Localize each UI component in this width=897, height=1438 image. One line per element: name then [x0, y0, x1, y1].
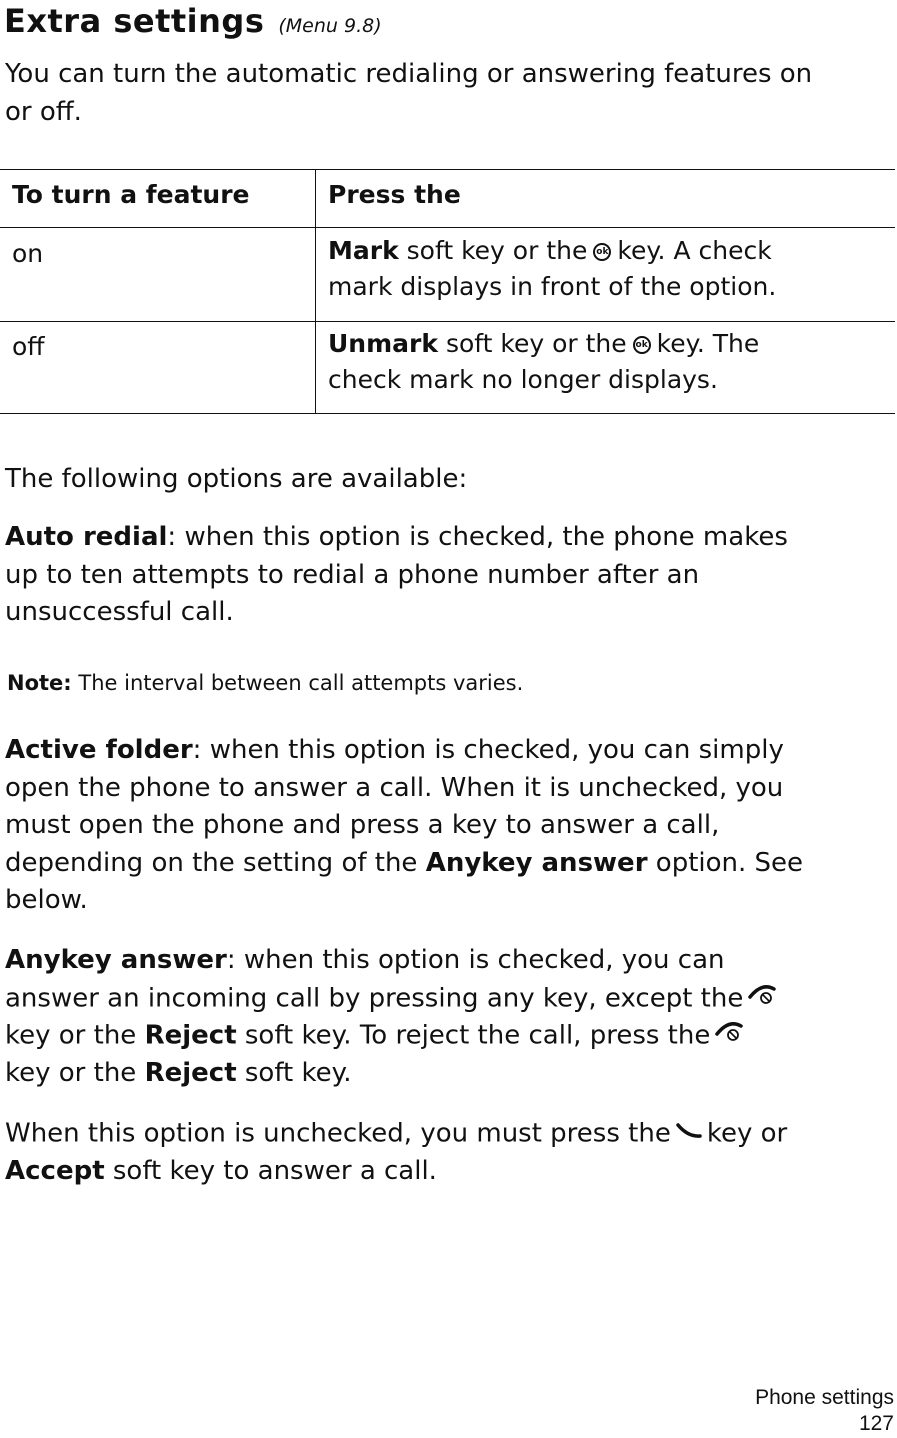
end-call-key-icon	[714, 1017, 744, 1055]
table-cell-action-off: Unmark soft key or the ok key. The check mark no longer displays.	[328, 329, 760, 394]
footer-page-number: 127	[858, 1412, 894, 1435]
table-top-rule	[0, 169, 895, 170]
auto-redial-label: Auto redial	[5, 522, 168, 552]
intro-line-2: or off.	[5, 96, 82, 127]
accept-key-label: Accept	[5, 1155, 105, 1186]
reject-key-label: Reject	[144, 1020, 237, 1051]
footer-section-name: Phone settings	[755, 1386, 894, 1409]
intro-line-1: You can turn the automatic redialing or answering features on	[5, 59, 813, 89]
table-cell-action-on: Mark soft key or the ok key. A check mark displays in front of the option.	[328, 236, 777, 301]
table-header-press: Press the	[328, 180, 461, 209]
table-cell-state-on: on	[12, 239, 44, 268]
menu-reference: (Menu 9.8)	[278, 15, 382, 37]
table-row-rule	[0, 321, 895, 322]
unmark-key-label: Unmark	[328, 329, 438, 358]
note-text: The interval between call attempts varies.	[78, 671, 524, 695]
table-bottom-rule	[0, 413, 895, 414]
mark-key-label: Mark	[328, 236, 399, 265]
active-folder-label: Active folder	[5, 735, 193, 765]
table-cell-state-off: off	[12, 332, 45, 361]
intro-paragraph	[5, 56, 885, 131]
unchecked-paragraph: When this option is unchecked, you must press the key or Accept soft key to answer a call.	[5, 1115, 885, 1190]
send-key-icon	[675, 1115, 703, 1153]
section-heading	[4, 2, 382, 40]
reject-key-label: Reject	[144, 1058, 237, 1088]
table-header-rule	[0, 227, 895, 228]
feature-toggle-table	[0, 169, 897, 414]
note-label: Note:	[7, 671, 72, 695]
ok-key-icon: ok	[593, 243, 611, 261]
end-call-key-icon	[747, 980, 777, 1018]
active-folder-paragraph: Active folder: when this option is checked, you can simply open the phone to answer a call. When it is unchecked, you must open the phone and press a key to answer a call, depending on the setting of the Anykey answer option. See below.	[5, 735, 804, 915]
ok-key-icon: ok	[633, 336, 651, 354]
anykey-answer-paragraph: Anykey answer: when this option is checked, you can answer an incoming call by pressing any key, except the key or the Reject soft key. To reject the call, press the key or the Reject soft key.	[5, 942, 885, 1093]
note	[7, 665, 523, 701]
auto-redial-paragraph: Auto redial: when this option is checked, the phone makes up to ten attempts to redial a phone number after an unsuccessful call.	[5, 522, 788, 627]
anykey-answer-ref: Anykey answer	[425, 847, 648, 878]
page-title: Extra settings	[4, 2, 265, 40]
table-column-divider	[315, 169, 316, 414]
table-header-feature: To turn a feature	[12, 180, 250, 209]
anykey-answer-label: Anykey answer	[5, 945, 227, 975]
options-intro: The following options are available:	[5, 464, 468, 494]
